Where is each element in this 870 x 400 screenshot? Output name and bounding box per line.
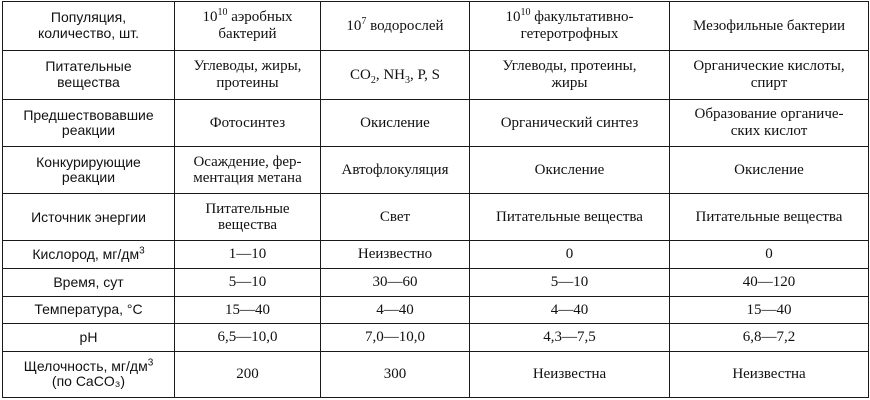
table-row xyxy=(3,147,869,194)
cell: Органический синтез xyxy=(470,100,670,147)
subscript: 2 xyxy=(370,74,376,86)
col-header-text: факультативно- гетеротрофных xyxy=(520,9,634,43)
table-row xyxy=(3,51,869,100)
cell: 0 xyxy=(470,241,670,269)
unit-exponent: 3 xyxy=(139,245,145,257)
cell: 40—120 xyxy=(670,269,869,297)
cell: Осаждение, фер- ментация метана xyxy=(175,147,321,194)
row-header-population: Популяция, количество, шт. xyxy=(3,2,175,51)
col-header-mesophilic: Мезофильные бактерии xyxy=(670,2,869,51)
formula-part: , P, S xyxy=(409,66,441,83)
exponent: 7 xyxy=(361,15,367,27)
coef: 10 xyxy=(505,9,521,26)
col-header-aerobic xyxy=(175,2,321,51)
col-header-algae xyxy=(321,2,470,51)
row-header-energy-source: Источник энергии xyxy=(3,194,175,241)
table-row xyxy=(3,296,869,324)
formula-part: , NH xyxy=(375,66,405,83)
cell: Углеводы, жиры, протеины xyxy=(175,51,321,100)
exponent: 10 xyxy=(217,7,228,19)
table-row xyxy=(3,241,869,269)
subscript: 3 xyxy=(404,74,410,86)
cell: 5—10 xyxy=(175,269,321,297)
cell: Образование органиче- ских кислот xyxy=(670,100,869,147)
cell: 6,8—7,2 xyxy=(670,324,869,352)
cell: 1—10 xyxy=(175,241,321,269)
cell: 30—60 xyxy=(321,269,470,297)
cell: Окисление xyxy=(321,100,470,147)
row-header-competing-reactions: Конкурирующие реакции xyxy=(3,147,175,194)
cell-chemical-formula xyxy=(321,51,470,100)
table-row xyxy=(3,2,869,51)
cell: 4—40 xyxy=(321,296,470,324)
cell: 5—10 xyxy=(470,269,670,297)
row-header-note: (по CaCO₃) xyxy=(51,373,126,390)
data-table xyxy=(2,1,869,398)
cell: 4—40 xyxy=(470,296,670,324)
cell: Фотосинтез xyxy=(175,100,321,147)
row-header-nutrients: Питательные вещества xyxy=(3,51,175,100)
unit-exponent: 3 xyxy=(147,357,154,369)
cell: Питательные вещества xyxy=(670,194,869,241)
cell: Неизвестна xyxy=(670,351,869,397)
cell: Неизвестна xyxy=(470,351,670,397)
cell: 6,5—10,0 xyxy=(175,324,321,352)
cell: Окисление xyxy=(670,147,869,194)
cell: 4,3—7,5 xyxy=(470,324,670,352)
col-header-facultative xyxy=(470,2,670,51)
cell: Питательные вещества xyxy=(470,194,670,241)
cell: Органические кислоты, спирт xyxy=(670,51,869,100)
row-header-time: Время, сут xyxy=(3,269,175,297)
table-row xyxy=(3,351,869,397)
cell: 15—40 xyxy=(670,296,869,324)
row-header-text: Щелочность, мг/дм xyxy=(23,357,148,374)
formula-part: CO xyxy=(349,66,371,83)
cell: Неизвестно xyxy=(321,241,470,269)
row-header-temperature: Температура, °С xyxy=(3,296,175,324)
table-row xyxy=(3,100,869,147)
row-header-text: Кислород, мг/дм xyxy=(32,245,140,262)
row-header-preceding-reactions: Предшествовавшие реакции xyxy=(3,100,175,147)
table-row xyxy=(3,194,869,241)
coef: 10 xyxy=(202,9,218,26)
cell: 7,0—10,0 xyxy=(321,324,470,352)
row-header-ph: pH xyxy=(3,324,175,352)
table-row xyxy=(3,269,869,297)
cell: 15—40 xyxy=(175,296,321,324)
cell: Свет xyxy=(321,194,470,241)
cell: Питательные вещества xyxy=(175,194,321,241)
cell: Окисление xyxy=(470,147,670,194)
coef: 10 xyxy=(346,17,362,34)
row-header-oxygen xyxy=(3,241,175,269)
cell: 200 xyxy=(175,351,321,397)
exponent: 10 xyxy=(520,7,531,19)
table-row xyxy=(3,324,869,352)
cell: 0 xyxy=(670,241,869,269)
row-header-alkalinity xyxy=(3,351,175,397)
cell: Автофлокуляция xyxy=(321,147,470,194)
col-header-text: аэробных бактерий xyxy=(218,9,293,43)
cell: 300 xyxy=(321,351,470,397)
col-header-text: водорослей xyxy=(366,17,444,34)
cell: Углеводы, протеины, жиры xyxy=(470,51,670,100)
